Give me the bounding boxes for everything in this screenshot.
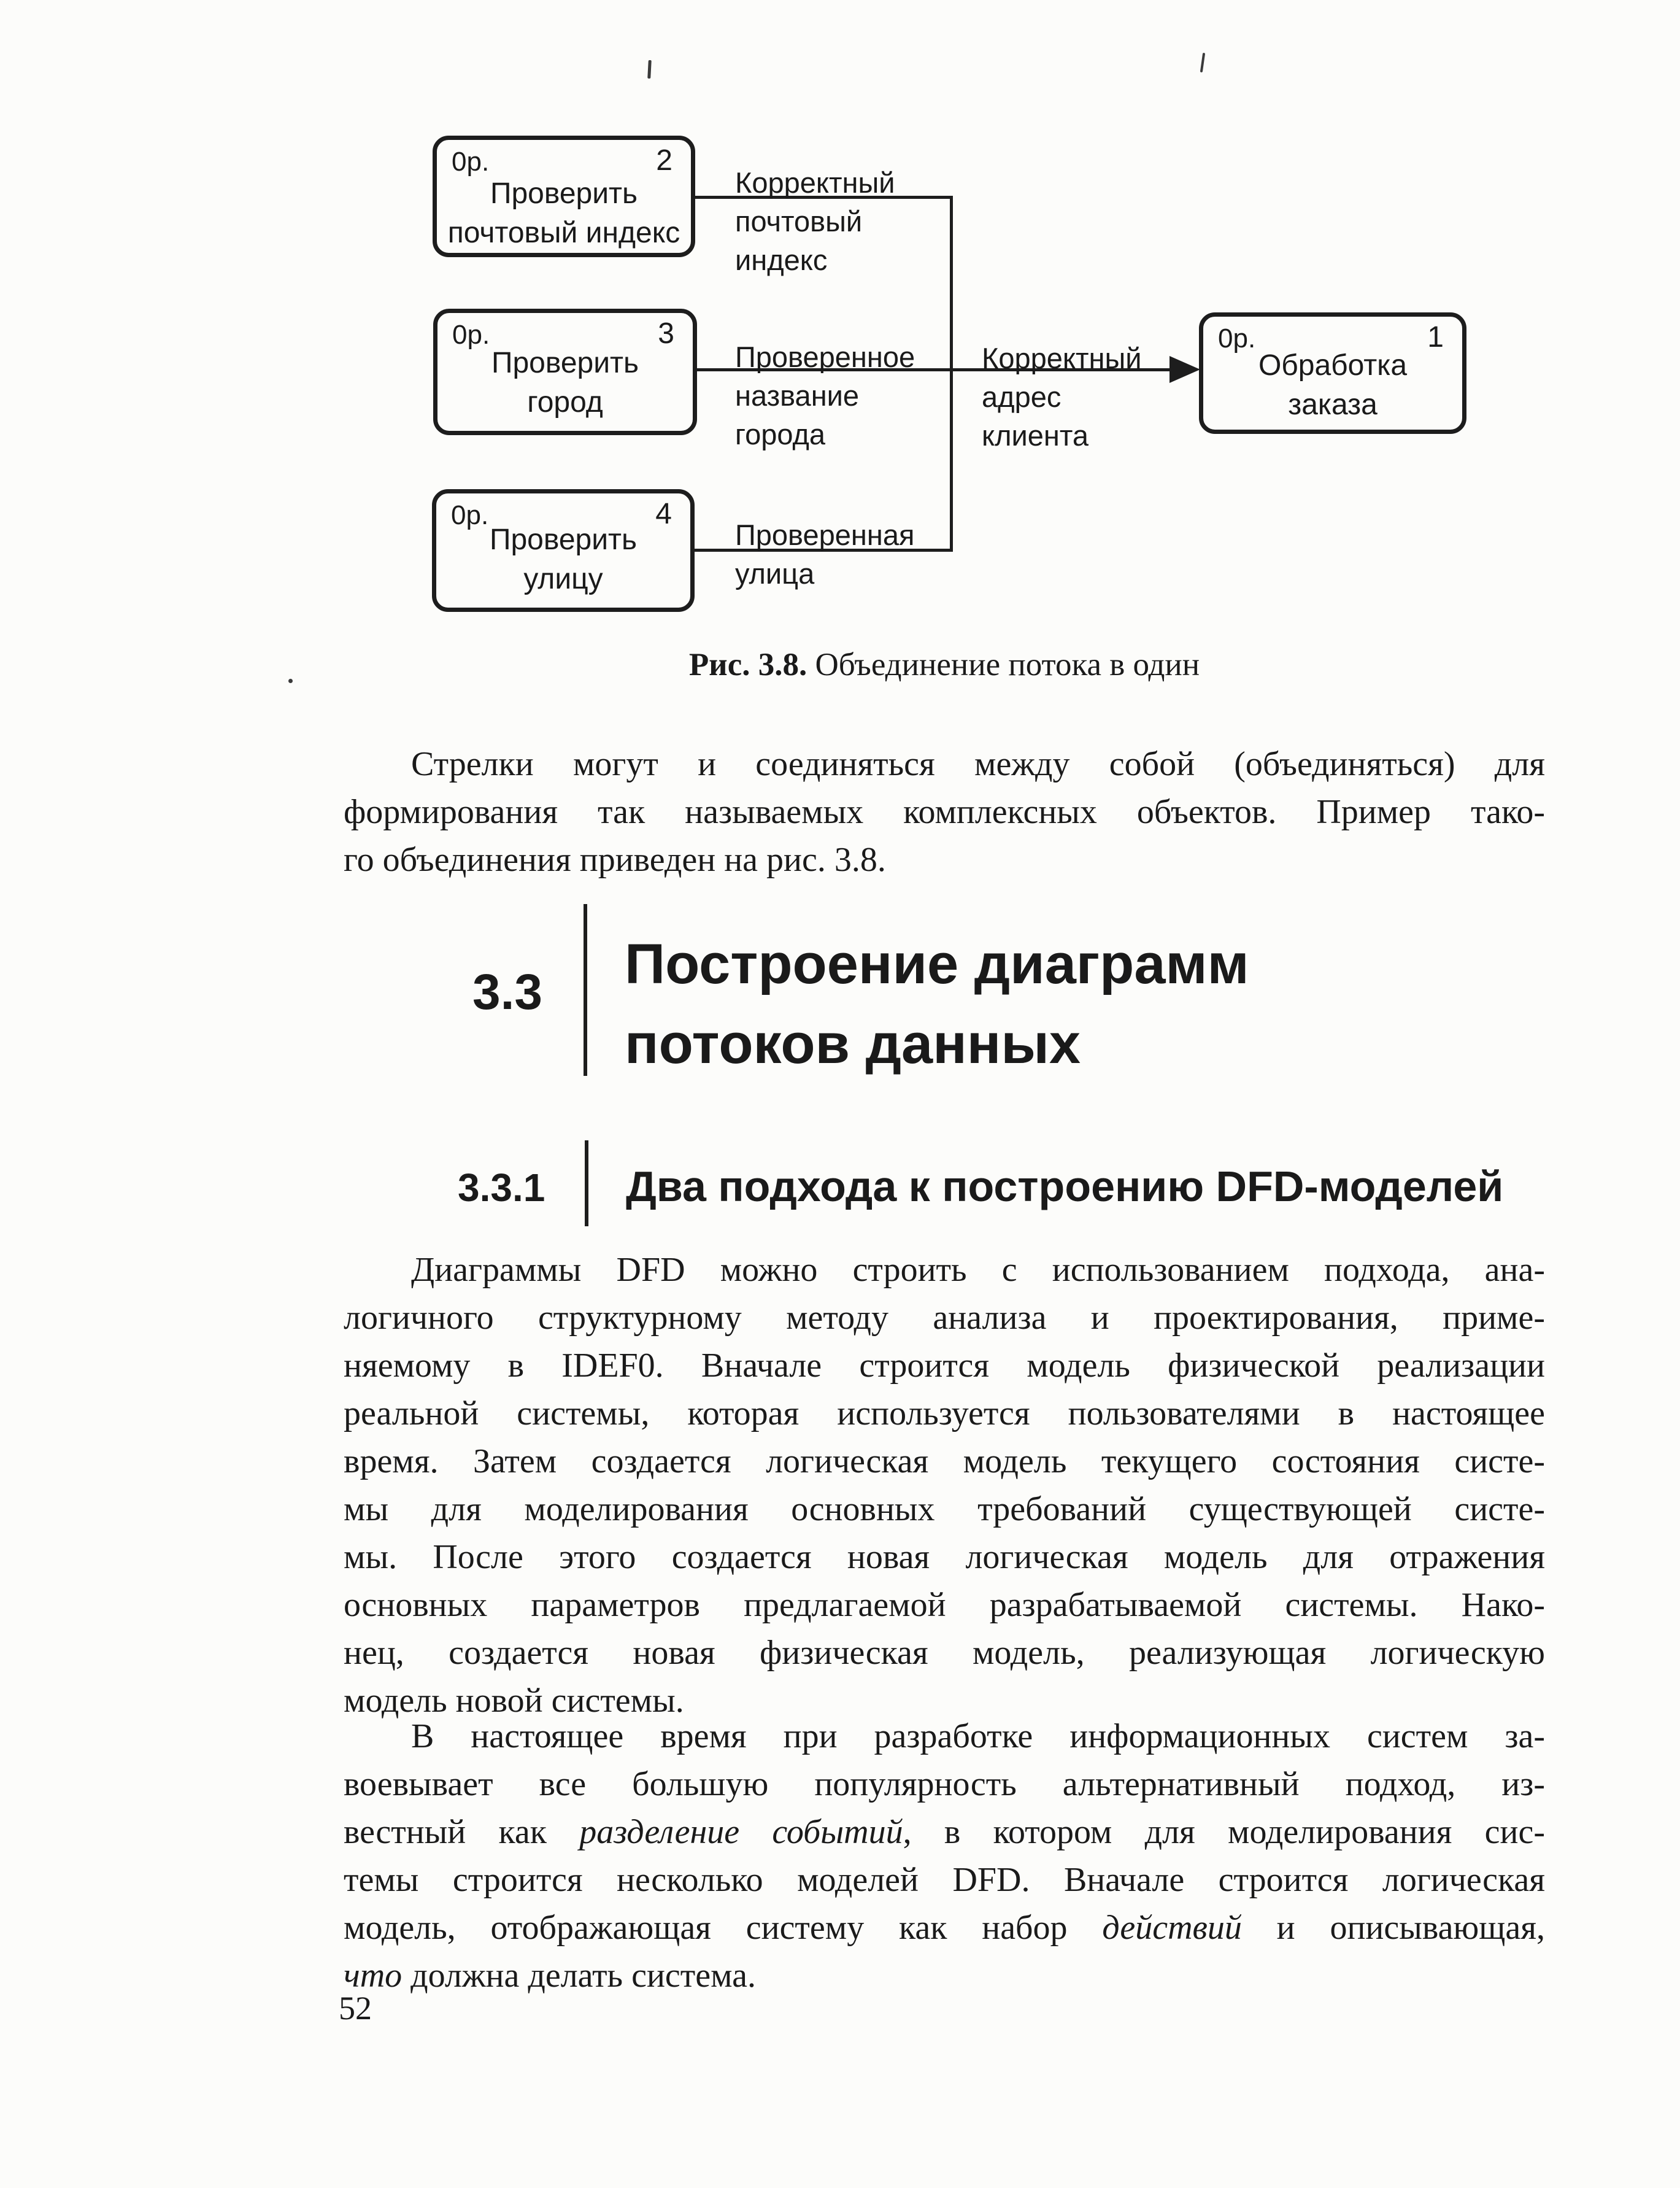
section-number: 3.3 [472,964,542,1020]
flow-label-line: адрес [982,381,1062,413]
flow-label-line: индекс [735,244,828,276]
flow-label-line: Проверенная [735,519,915,551]
text-line: темы строится несколько моделей DFD. Вначале строится логическая [344,1861,1545,1899]
flow-label-line: Корректный [735,166,895,199]
text-line: основных параметров предлагаемой разрабатываемой системы. Нако- [344,1586,1545,1624]
text-line: няемому в IDEF0. Вначале строится модель физической реализации [344,1347,1545,1385]
flow-label-line: название [735,379,860,412]
box-title [437,344,693,422]
flow-label-checked-city [735,338,915,454]
dfd-box-check-index [433,136,695,257]
text-line: нец, создается новая физическая модель, реализующая логическую [344,1634,1545,1672]
text-line: го объединения приведен на рис. 3.8. [344,841,886,879]
text-line: В настоящее время при разработке информационных систем за- [411,1717,1545,1755]
dfd-box-process-order [1199,312,1466,434]
box-title [436,520,690,599]
text-line: время. Затем создается логическая модель текущего состояния систе- [344,1442,1545,1480]
box-title [1203,346,1462,425]
flow-label-line: почтовый [735,205,863,238]
box-cost-label: 0р. [452,147,490,177]
text-line [344,1904,1545,1952]
subsection-number: 3.3.1 [458,1166,545,1210]
box-cost-label: 0р. [451,500,489,530]
section-title-line2: потоков данных [625,1013,1081,1075]
box-title-line2: город [527,386,603,419]
box-number: 3 [658,317,674,350]
flow-merge-line [950,196,953,552]
box-title-line2: заказа [1288,389,1378,421]
section-divider-bar [584,904,587,1076]
body-paragraph-1 [344,1246,1545,1725]
box-title-line1: Обработка [1258,349,1408,382]
flow-label-line: города [735,418,826,450]
text-line: Стрелки могут и соединяться между собой (объединяться) для [411,745,1545,783]
box-title-line1: Проверить [489,524,638,556]
figure-caption-number: Рис. 3.8. [688,647,807,682]
flow-label-correct-index [735,163,895,279]
scan-speck [647,60,652,79]
text-line: модель новой системы. [344,1682,684,1720]
flow-label-correct-address [982,339,1142,455]
text-line: мы. После этого создается новая логическая модель для отражения [344,1538,1545,1576]
box-title-line1: Проверить [490,177,638,210]
text-line: воевывает все большую популярность альтернативный подход, из- [344,1765,1545,1803]
figure-caption [344,646,1545,684]
figure-caption-text: Объединение потока в один [815,647,1200,682]
text-segment: вестный как [344,1813,580,1851]
text-line: реальной системы, которая используется пользователями в настоящее [344,1394,1545,1432]
flow-label-line: Проверенное [735,341,915,373]
intro-paragraph [344,740,1545,884]
flow-label-line: Корректный [982,342,1142,374]
scan-speck [1200,53,1205,72]
dfd-box-check-city [433,309,697,435]
section-title [625,924,1249,1084]
text-line [344,1952,1545,2000]
box-title-line2: почтовый индекс [447,217,680,249]
text-line: Диаграммы DFD можно строить с использованием подхода, ана- [411,1251,1545,1289]
box-title [437,174,691,253]
box-cost-label: 0р. [1218,323,1256,354]
text-segment-italic: действий [1102,1909,1242,1947]
flow-label-line: улица [735,557,815,590]
text-segment: должна делать система. [402,1957,756,1995]
text-segment: и описывающая, [1241,1909,1545,1947]
text-segment: , в котором для моделирования сис- [903,1813,1545,1851]
text-segment: модель, отображающая систему как набор [344,1909,1103,1947]
text-line: формирования так называемых комплексных объектов. Пример тако- [344,793,1545,831]
page-number: 52 [339,1990,372,2027]
box-cost-label: 0р. [452,320,490,350]
section-title-line1: Построение диаграмм [625,933,1249,995]
flow-label-line: клиента [982,419,1089,452]
scan-speck [288,679,293,683]
body-paragraph-2 [344,1712,1545,2000]
text-segment-italic: что [344,1957,403,1995]
box-number: 4 [655,498,672,530]
box-number: 1 [1427,321,1444,354]
subsection-title: Два подхода к построению DFD-моделей [626,1162,1504,1210]
box-title-line1: Проверить [491,347,639,379]
flow-arrowhead-icon [1169,356,1200,383]
box-number: 2 [656,144,672,177]
box-title-line2: улицу [523,563,603,595]
text-line: логичного структурному методу анализа и проектирования, приме- [344,1299,1545,1337]
dfd-box-check-street [432,489,695,612]
text-line [344,1808,1545,1856]
flow-label-checked-street [735,516,914,593]
text-line: мы для моделирования основных требований существующей систе- [344,1490,1545,1528]
text-segment-italic: разделение событий [579,1813,903,1851]
subsection-divider-bar [585,1140,588,1226]
